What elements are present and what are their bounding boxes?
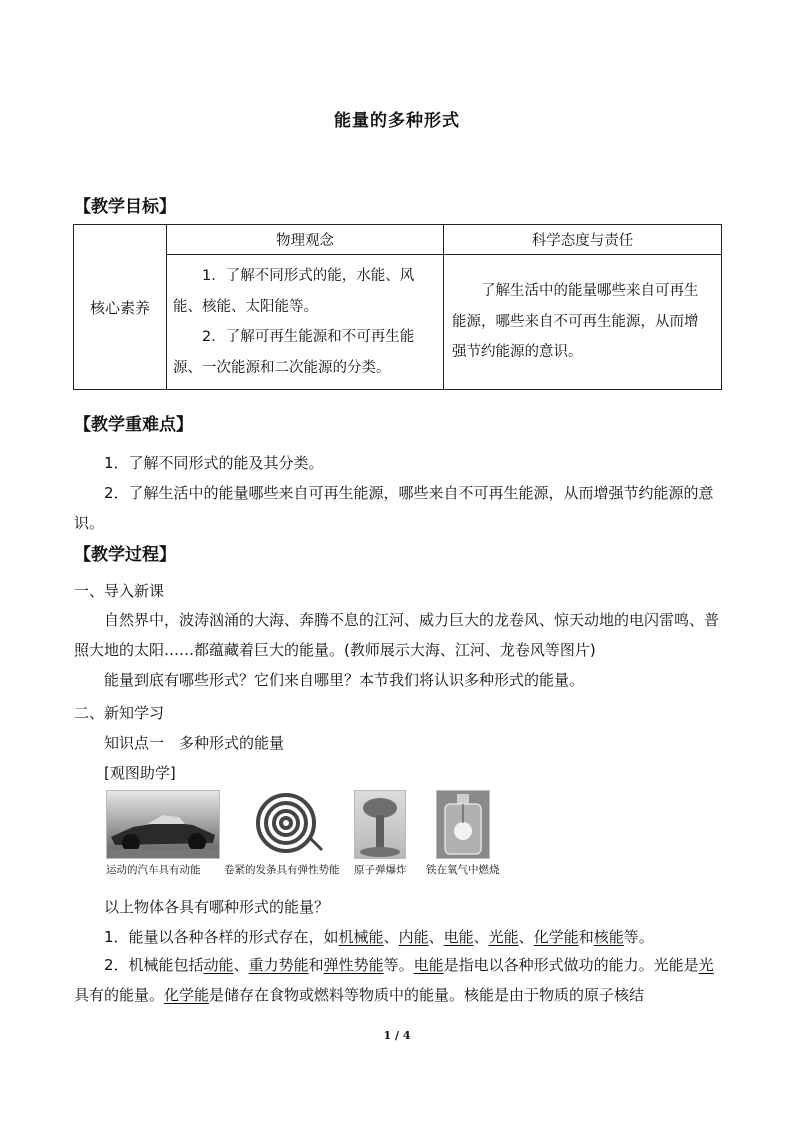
physics-concept-cell <box>167 255 444 390</box>
term-nuclear-energy: 核能 <box>593 928 624 946</box>
term-light-energy: 光能 <box>488 928 519 946</box>
term-internal-energy: 内能 <box>398 928 429 946</box>
term-electric-energy: 电能 <box>443 928 474 946</box>
term-mechanical-energy: 机械能 <box>338 928 384 946</box>
scientific-attitude-cell <box>444 255 722 390</box>
term-chemical-energy: 化学能 <box>533 928 579 946</box>
key-point-2: 2．了解生活中的能量哪些来自可再生能源，哪些来自不可再生能源，从而增强节约能源的意识。 <box>74 484 714 532</box>
racing-car-image <box>106 790 220 859</box>
knowledge-point-heading: 知识点一 多种形式的能量 <box>104 734 285 752</box>
attitude-text: 了解生活中的能量哪些来自可再生能源，哪些来自不可再生能源，从而增强节约能源的意识。 <box>452 283 699 361</box>
illustration-row <box>106 790 526 880</box>
goals-table <box>73 224 722 390</box>
iron-burning-image <box>436 790 490 859</box>
column-header-scientific-attitude: 科学态度与责任 <box>444 225 722 255</box>
goal-item-2: 2．了解可再生能源和不可再生能源、一次能源和二次能源的分类。 <box>173 329 415 376</box>
goal-item-1: 1．了解不同形式的能，水能、风能、核能、太阳能等。 <box>173 268 415 315</box>
energy-forms-list: 1．能量以各种各样的形式存在，如机械能、内能、电能、光能、化学能和核能等。 <box>104 928 654 946</box>
caption-car: 运动的汽车具有动能 <box>106 864 201 876</box>
page-number: 1 / 4 <box>383 1029 411 1042</box>
column-header-physics-concept: 物理观念 <box>167 225 444 255</box>
part1-heading: 一、导入新课 <box>74 582 165 600</box>
row-label-core-literacy: 核心素养 <box>74 225 167 390</box>
spring-coil-image <box>246 790 326 857</box>
caption-bomb: 原子弹爆炸 <box>354 864 407 876</box>
picture-question: 以上物体各具有哪种形式的能量？ <box>104 898 330 916</box>
section-heading-key-points: 【教学重难点】 <box>74 415 193 435</box>
section-heading-process: 【教学过程】 <box>74 545 176 565</box>
term-light: 光 <box>698 956 714 974</box>
question-paragraph: 能量到底有哪些形式？它们来自哪里？本节我们将认识多种形式的能量。 <box>104 671 585 689</box>
page-title: 能量的多种形式 <box>334 111 460 131</box>
caption-spring: 卷紧的发条具有弹性势能 <box>224 864 340 876</box>
term-kinetic-energy: 动能 <box>203 956 234 974</box>
key-points-block <box>74 448 722 538</box>
intro-paragraph: 自然界中，波涛汹涌的大海、奔腾不息的江河、威力巨大的龙卷风、惊天动地的电闪雷鸣、普照大地的太阳……都蕴藏着巨大的能量。(教师展示大海、江河、龙卷风等图片) <box>74 611 720 659</box>
mushroom-cloud-image <box>354 790 406 859</box>
intro-paragraph-block <box>74 605 722 695</box>
term-elastic-potential: 弹性势能 <box>323 956 384 974</box>
term-gravitational-potential: 重力势能 <box>248 956 309 974</box>
term-electric-energy-def: 电能 <box>413 956 444 974</box>
term-chemical-energy-def: 化学能 <box>164 986 210 1004</box>
observe-label: [观图助学] <box>104 764 176 782</box>
caption-iron: 铁在氧气中燃烧 <box>426 864 500 876</box>
section-heading-goals: 【教学目标】 <box>74 197 176 217</box>
energy-definitions: 2．机械能包括动能、重力势能和弹性势能等。电能是指电以各种形式做功的能力。光能是光具有的能量。化学能是储存在食物或燃料等物质中的能量。核能是由于物质的原子核结 <box>74 956 714 1004</box>
key-point-1: 1．了解不同形式的能及其分类。 <box>104 454 324 472</box>
part2-heading: 二、新知学习 <box>74 704 165 722</box>
